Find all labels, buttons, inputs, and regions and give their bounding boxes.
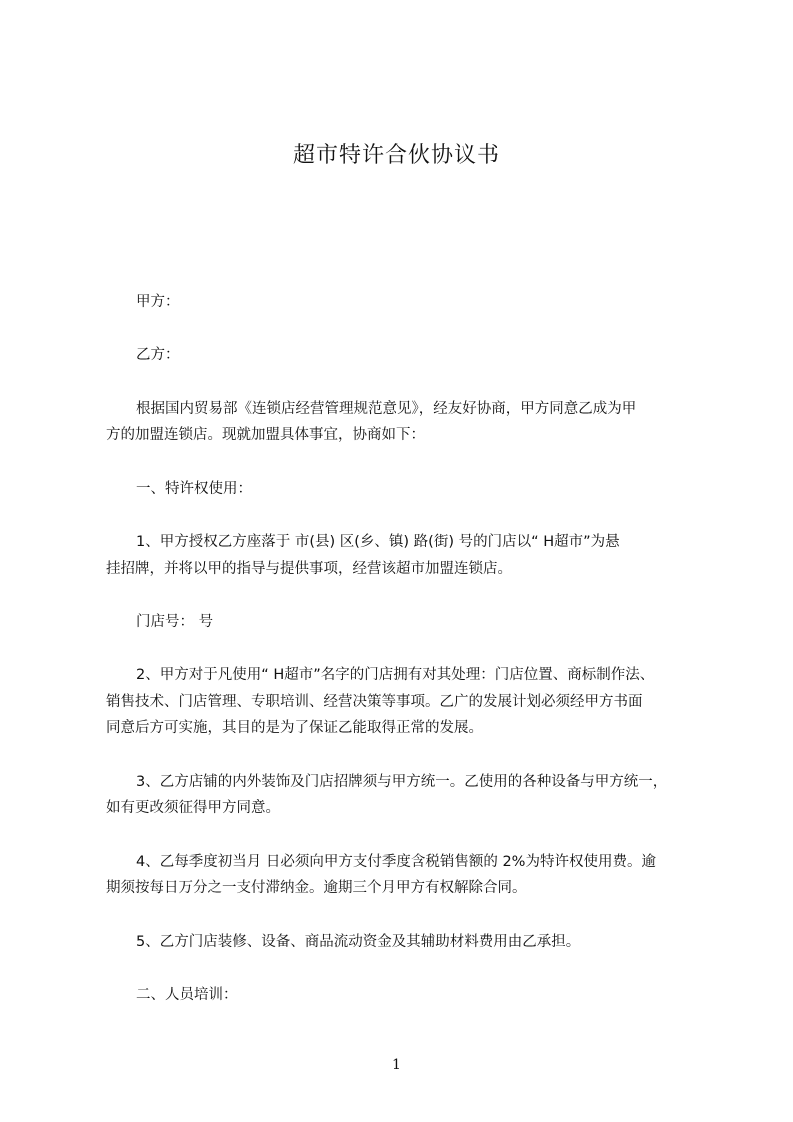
clause-2-line-2: 销售技术、门店管理、专职培训、经营决策等事项。乙广的发展计划必须经甲方书面 <box>106 694 643 710</box>
clause-4-line-1: 4、乙每季度初当月 日必须向甲方支付季度含税销售额的 2%为特许权使用费。逾 <box>136 854 656 870</box>
intro-line-2: 方的加盟连锁店。现就加盟具体事宜，协商如下： <box>106 427 425 443</box>
intro-line-1: 根据国内贸易部《连锁店经营管理规范意见》，经友好协商，甲方同意乙成为甲 <box>136 401 637 417</box>
clause-4-line-2: 期须按每日万分之一支付滞纳金。逾期三个月甲方有权解除合同。 <box>106 880 527 896</box>
section-2-heading: 二、人员培训： <box>136 987 238 1003</box>
clause-1-line-2: 挂招牌，并将以甲的指导与提供事项，经营该超市加盟连锁店。 <box>106 561 512 577</box>
party-b-label: 乙方： <box>136 347 180 363</box>
clause-5-line: 5、乙方门店装修、设备、商品流动资金及其辅助材料费用由乙承担。 <box>136 934 581 950</box>
clause-3-line-2: 如有更改须征得甲方同意。 <box>106 800 280 816</box>
clause-2-line-1: 2、甲方对于凡使用“ H超市”名字的门店拥有对其处理：门店位置、商标制作法、 <box>136 667 655 683</box>
clause-2-line-3: 同意后方可实施，其目的是为了保证乙能取得正常的发展。 <box>106 720 483 736</box>
page-number: 1 <box>392 1057 401 1073</box>
section-1-heading: 一、特许权使用： <box>136 481 252 497</box>
store-number-line: 门店号： 号 <box>136 614 214 630</box>
clause-3-line-1: 3、乙方店铺的内外装饰及门店招牌须与甲方统一。乙使用的各种设备与甲方统一， <box>136 774 668 790</box>
clause-1-line-1: 1、甲方授权乙方座落于 市(县) 区(乡、镇) 路(街) 号的门店以“ H超市”为悬 <box>136 534 620 550</box>
document-title: 超市特许合伙协议书 <box>292 143 500 168</box>
party-a-label: 甲方： <box>136 294 180 310</box>
